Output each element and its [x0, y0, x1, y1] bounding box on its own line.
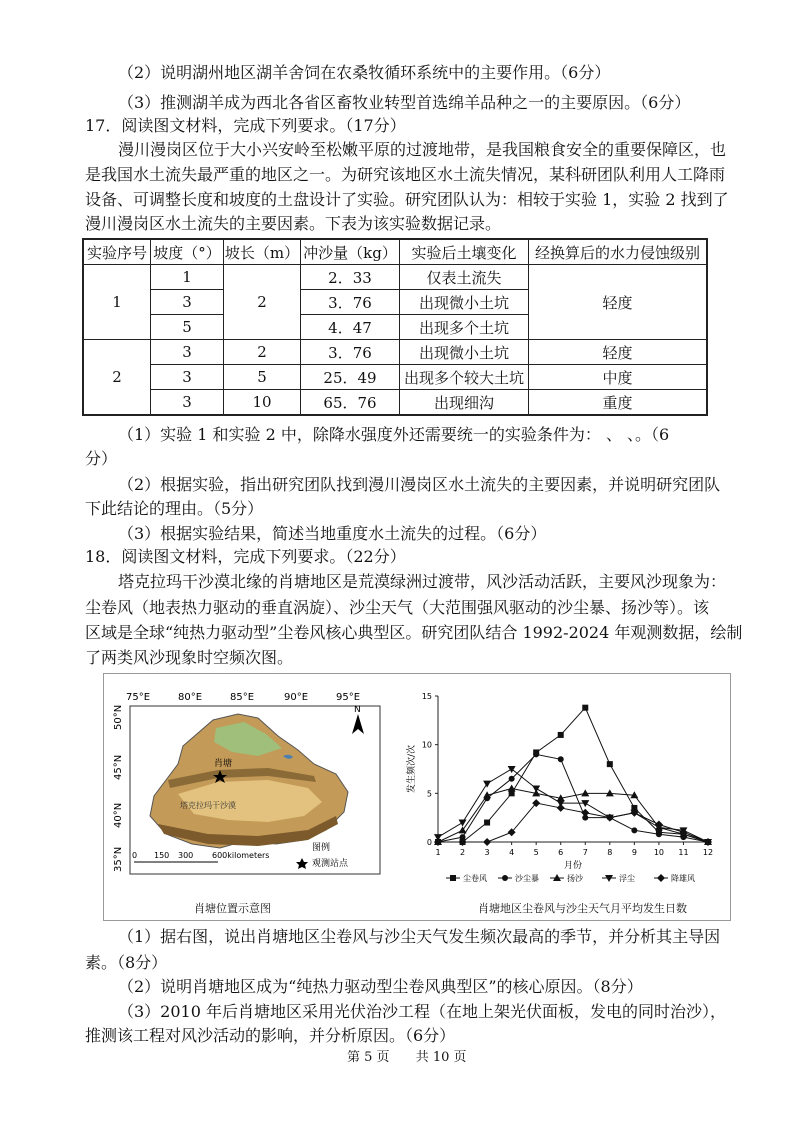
lat-label: 35°N: [113, 846, 124, 872]
q18-sub1-line-2: 素。（8分）: [85, 953, 168, 972]
exp2-level: 重度: [529, 390, 708, 416]
exp2-change: 出现多个较大土坑: [400, 365, 529, 390]
th-exp-id: 实验序号: [83, 239, 151, 265]
q17-sub1-line-2: 分）: [85, 449, 118, 468]
x-tick-label: 4: [509, 848, 515, 857]
data-point: [631, 827, 637, 833]
experiment-table: [82, 238, 708, 416]
lon-label: 90°E: [284, 692, 309, 703]
q18-material-line-3: 区域是全球“纯热力驱动型”尘卷风核心典型区。研究团队结合 1992-2024 年观测数据，绘制: [85, 623, 743, 642]
lon-label: 75°E: [126, 692, 151, 703]
scale-label: 300: [178, 851, 194, 860]
data-point: [607, 761, 613, 767]
lon-label: 85°E: [230, 692, 255, 703]
location-map: [108, 684, 394, 894]
q17-sub2-line-1: （2）根据实验，指出研究团队找到漫川漫岗区水土流失的主要因素，并说明研究团队: [118, 475, 721, 494]
figure-panel: [103, 673, 731, 921]
series-line: [438, 769, 708, 842]
q17-sub2-line-2: 下此结论的理由。（5分）: [85, 499, 264, 518]
question-17-heading: 17．阅读图文材料，完成下列要求。（17分）: [85, 116, 406, 135]
lon-label: 95°E: [336, 692, 361, 703]
exp2-level: 中度: [529, 365, 708, 390]
table-row: [83, 365, 707, 390]
q18-material-line-4: 了两类风沙现象时空频次图。: [85, 648, 294, 667]
chart-series: [434, 705, 712, 846]
q18-material-line-2: 尘卷风（地表热力驱动的垂直涡旋）、沙尘天气（大范围强风驱动的沙尘暴、扬沙等）。该: [85, 598, 710, 617]
x-tick-label: 2: [459, 848, 466, 857]
legend-label: 沙尘暴: [515, 874, 539, 883]
data-point: [459, 826, 467, 833]
table-row: [83, 265, 707, 290]
th-length: 坡长（m）: [224, 239, 301, 265]
q17-material-line-1: 漫川漫岗区位于大小兴安岭至松嫩平原的过渡地带，是我国粮食安全的重要保障区，也: [118, 140, 727, 159]
chart-legend: [446, 873, 695, 883]
exp2-length: 2: [224, 340, 301, 365]
th-change: 实验后土壤变化: [400, 239, 529, 265]
lat-label: 45°N: [113, 754, 124, 780]
x-tick-label: 8: [607, 848, 613, 857]
x-tick-label: 9: [631, 848, 637, 857]
page-number: 第 5 页: [347, 1050, 390, 1065]
x-tick-label: 11: [678, 848, 689, 857]
data-point: [558, 756, 564, 762]
q18-sub3-line-2: 推测该工程对风沙活动的影响，并分析原因。（6分）: [85, 1026, 456, 1045]
exp2-slope: 3: [151, 365, 224, 390]
exp1-sand: 4．47: [301, 315, 400, 340]
exp2-id: 2: [83, 340, 151, 416]
x-tick-label: 12: [702, 848, 714, 857]
x-tick-label: 6: [558, 848, 564, 857]
scale-label: 600kilometers: [212, 851, 270, 860]
legend-label: 浮尘: [619, 874, 635, 883]
data-point: [483, 838, 491, 846]
data-point: [533, 751, 539, 757]
q18-sub2: （2）说明肖塘地区成为“纯热力驱动型尘卷风典型区”的核心原因。（8分）: [118, 977, 643, 996]
legend-label: 降雄风: [671, 874, 695, 883]
exp2-change: 出现微小土坑: [400, 340, 529, 365]
data-point: [558, 732, 564, 738]
frequency-chart: [396, 682, 726, 894]
exp1-sand: 2．33: [301, 265, 400, 290]
y-tick-label: 5: [426, 789, 432, 799]
legend-label: 尘卷风: [463, 874, 487, 883]
exp1-slope: 1: [151, 265, 224, 290]
x-tick-label: 7: [582, 848, 588, 857]
lat-label: 40°N: [113, 802, 124, 828]
y-axis-label: 发生频次/次: [407, 744, 417, 794]
scale-label: 150: [154, 851, 170, 860]
chart-caption: 肖塘地区尘卷风与沙尘天气月平均发生日数: [478, 902, 687, 915]
q17-sub3: （3）根据实验结果，简述当地重度水土流失的过程。（6分）: [118, 524, 547, 543]
q17-sub1-line-1: （1）实验 1 和实验 2 中，除降水强度外还需要统一的实验条件为： 、 、。（6: [118, 425, 670, 444]
chart-axes: [405, 692, 713, 871]
exp2-sand: 25．49: [301, 365, 400, 390]
legend-label: 扬沙: [567, 874, 583, 883]
legend-item: 观测站点: [312, 859, 349, 869]
data-point: [557, 804, 565, 812]
data-point: [606, 789, 614, 796]
exp1-change: 仅表土流失: [400, 265, 529, 290]
y-tick-label: 10: [421, 740, 432, 750]
data-point: [582, 705, 588, 711]
y-tick-label: 15: [421, 692, 432, 701]
exp1-change: 出现微小土坑: [400, 290, 529, 315]
exp1-length: 2: [224, 265, 301, 340]
th-sand: 冲沙量（kg）: [301, 239, 400, 265]
table-row: [83, 340, 707, 365]
question-18-heading: 18．阅读图文材料，完成下列要求。（22分）: [85, 547, 406, 566]
page-footer: [347, 1046, 467, 1065]
exp2-sand: 3．76: [301, 340, 400, 365]
x-tick-label: 3: [484, 848, 490, 857]
data-point: [508, 766, 516, 773]
exp1-slope: 3: [151, 290, 224, 315]
table-header-row: [83, 239, 707, 265]
exp1-level: 轻度: [529, 265, 708, 340]
exp2-length: 5: [224, 365, 301, 390]
x-tick-label: 1: [435, 848, 441, 857]
legend-marker: [502, 875, 508, 881]
q18-sub1-line-1: （1）据右图，说出肖塘地区尘卷风与沙尘天气发生频次最高的季节，并分析其主导因: [118, 927, 721, 946]
th-slope: 坡度（°）: [151, 239, 224, 265]
q17-material-line-2: 是我国水土流失最严重的地区之一。为研究该地区水土流失情况，某科研团队利用人工降雨: [85, 165, 726, 184]
q17-material-line-3: 设备、可调整长度和坡度的土盘设计了实验。研究团队认为：相较于实验 1，实验 2 找到了: [85, 190, 729, 209]
exp1-slope: 5: [151, 315, 224, 340]
x-tick-label: 10: [653, 848, 665, 857]
legend-title: 图例: [312, 843, 331, 853]
q18-material-line-1: 塔克拉玛干沙漠北缘的肖塘地区是荒漠绿洲过渡带，风沙活动活跃，主要风沙现象为：: [118, 572, 727, 591]
legend-marker: [657, 874, 665, 882]
exp2-sand: 65．76: [301, 390, 400, 416]
data-point: [483, 781, 491, 788]
exp2-slope: 3: [151, 340, 224, 365]
xiaotang-label: 肖塘: [214, 759, 233, 769]
desert-label: 塔克拉玛干沙漠: [180, 801, 236, 810]
series-line: [438, 708, 708, 842]
exp2-slope: 3: [151, 390, 224, 416]
map-caption: 肖塘位置示意图: [194, 902, 271, 915]
exp2-level: 轻度: [529, 340, 708, 365]
exp2-change: 出现细沟: [400, 390, 529, 416]
north-label: N: [354, 705, 361, 715]
data-point: [656, 831, 662, 837]
data-point: [509, 776, 515, 782]
th-level: 经换算后的水力侵蚀级别: [529, 239, 708, 265]
question-16-3: （3）推测湖羊成为西北各省区畜牧业转型首选绵羊品种之一的主要原因。（6分）: [118, 93, 691, 112]
lon-label: 80°E: [178, 692, 203, 703]
x-tick-label: 5: [533, 848, 539, 857]
legend-marker: [450, 875, 456, 881]
q17-material-line-4: 漫川漫岗区水土流失的主要因素。下表为该实验数据记录。: [85, 214, 502, 233]
data-point: [484, 820, 490, 826]
lat-label: 50°N: [113, 704, 124, 730]
y-tick-label: 0: [426, 838, 432, 847]
scale-label: 0: [132, 851, 138, 860]
data-point: [581, 789, 589, 796]
exp1-id: 1: [83, 265, 151, 340]
data-point: [532, 785, 540, 792]
exp1-change: 出现多个土坑: [400, 315, 529, 340]
question-16-2: （2）说明湖州地区湖羊舍饲在农桑牧循环系统中的主要作用。（6分）: [118, 63, 611, 82]
table-row: [83, 390, 707, 416]
series-line: [438, 803, 708, 842]
x-axis-label: 月份: [563, 861, 583, 871]
exp2-length: 10: [224, 390, 301, 416]
page-total: 共 10 页: [415, 1050, 467, 1065]
q18-sub3-line-1: （3）2010 年后肖塘地区采用光伏治沙工程（在地上架光伏面板，发电的同时治沙），: [118, 1002, 726, 1021]
exp1-sand: 3．76: [301, 290, 400, 315]
